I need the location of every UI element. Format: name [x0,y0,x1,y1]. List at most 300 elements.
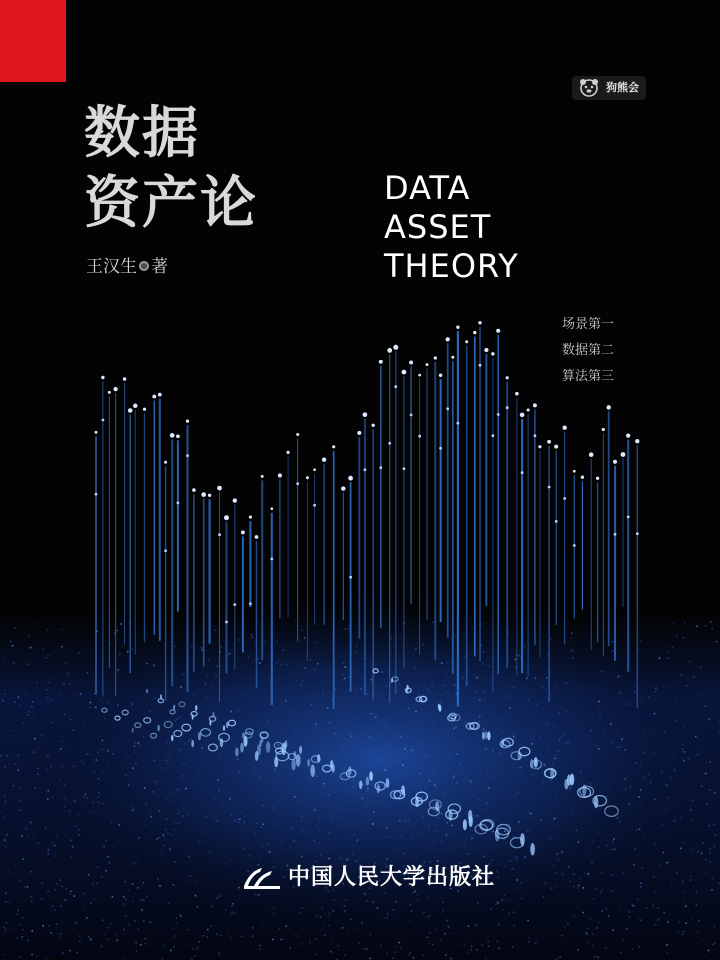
floor-digit [520,833,525,845]
floor-speckle [415,711,417,713]
floor-digit [406,685,408,691]
floor-speckle [140,944,142,946]
floor-speckle [253,767,255,769]
floor-speckle [709,718,711,720]
floor-speckle [206,816,208,818]
floor-speckle [220,935,222,937]
floor-speckle [427,916,429,918]
floor-speckle [79,940,81,942]
floor-speckle [422,797,424,799]
floor-speckle [105,870,107,872]
bear-icon [574,78,604,98]
floor-speckle [50,932,52,934]
floor-speckle [322,907,324,909]
floor-speckle [571,632,573,634]
floor-speckle [47,891,49,893]
floor-speckle [55,889,57,891]
floor-speckle [711,889,713,891]
floor-speckle [697,754,699,756]
floor-speckle [598,846,600,848]
floor-speckle [646,907,648,909]
floor-speckle [42,649,44,651]
floor-speckle [162,958,164,960]
data-line-head [224,515,229,520]
data-line-node [457,422,460,425]
data-line-node [296,482,299,485]
floor-speckle [8,901,10,903]
floor-speckle [117,705,119,707]
floor-speckle [21,835,23,837]
floor-speckle [701,785,703,787]
floor-speckle [634,848,636,850]
floor-speckle [483,651,485,653]
floor-speckle [108,750,110,752]
floor-speckle [173,829,175,831]
floor-speckle [684,622,686,624]
floor-speckle [662,824,664,826]
data-line-head [456,325,459,328]
floor-speckle [556,886,558,888]
floor-speckle [479,700,481,702]
floor-speckle [463,943,465,945]
floor-speckle [176,917,178,919]
floor-speckle [77,814,79,816]
floor-speckle [393,645,395,647]
floor-speckle [18,755,20,757]
floor-speckle [231,815,233,817]
floor-speckle [344,788,346,790]
data-line-head [547,440,551,444]
floor-digit [160,694,162,699]
floor-speckle [376,763,378,765]
floor-speckle [513,911,515,913]
data-line-head [426,363,429,366]
floor-speckle [454,636,456,638]
floor-speckle [527,920,529,922]
floor-speckle [36,956,38,958]
floor-speckle [218,790,220,792]
floor-speckle [586,850,588,852]
floor-speckle [188,856,190,858]
floor-speckle [110,923,112,925]
floor-speckle [544,765,546,767]
floor-speckle [138,742,140,744]
floor-speckle [364,772,366,774]
floor-speckle [19,800,21,802]
floor-speckle [17,937,19,939]
floor-speckle [221,647,223,649]
floor-speckle [315,724,317,726]
floor-speckle [548,746,550,748]
floor-speckle [389,804,391,806]
floor-speckle [622,873,624,875]
floor-speckle [98,792,100,794]
floor-speckle [682,902,684,904]
floor-speckle [394,708,396,710]
floor-speckle [422,644,424,646]
floor-speckle [198,941,200,943]
floor-speckle [626,928,628,930]
floor-speckle [177,789,179,791]
floor-speckle [132,809,134,811]
floor-speckle [192,948,194,950]
floor-speckle [138,929,140,931]
floor-speckle [492,750,494,752]
floor-speckle [612,742,614,744]
data-line-head [128,408,133,413]
floor-speckle [386,776,388,778]
floor-speckle [333,910,335,912]
floor-speckle [331,940,333,942]
floor-speckle [135,942,137,944]
floor-speckle [56,927,58,929]
floor-speckle [691,820,693,822]
floor-speckle [36,813,38,815]
floor-speckle [671,951,673,953]
floor-speckle [638,796,640,798]
floor-speckle [428,784,430,786]
floor-speckle [253,771,255,773]
floor-speckle [206,936,208,938]
floor-speckle [361,922,363,924]
floor-speckle [83,762,85,764]
floor-speckle [345,899,347,901]
data-line-head [613,460,617,464]
floor-speckle [170,950,172,952]
floor-speckle [572,657,574,659]
floor-speckle [530,736,532,738]
floor-speckle [370,753,372,755]
floor-speckle [55,678,57,680]
floor-speckle [387,858,389,860]
floor-speckle [267,843,269,845]
floor-speckle [259,858,261,860]
floor-speckle [615,748,617,750]
floor-speckle [27,886,29,888]
floor-speckle [515,659,517,661]
floor-speckle [508,824,510,826]
floor-speckle [239,711,241,713]
floor-speckle [119,653,121,655]
data-line-node [218,533,221,536]
floor-speckle [464,721,466,723]
floor-speckle [418,694,420,696]
floor-speckle [663,852,665,854]
floor-speckle [628,803,630,805]
floor-speckle [481,944,483,946]
floor-speckle [174,935,176,937]
floor-speckle [356,652,358,654]
floor-speckle [384,917,386,919]
floor-speckle [139,744,141,746]
floor-speckle [363,948,365,950]
floor-speckle [47,798,49,800]
floor-speckle [188,759,190,761]
floor-speckle [710,761,712,763]
floor-speckle [69,893,71,895]
floor-speckle [530,813,532,815]
floor-speckle [96,759,98,761]
floor-speckle [473,664,475,666]
floor-speckle [21,936,23,938]
floor-speckle [592,841,594,843]
floor-speckle [654,799,656,801]
floor-speckle [479,721,481,723]
floor-speckle [714,942,716,944]
floor-speckle [684,751,686,753]
floor-speckle [199,842,201,844]
floor-speckle [252,636,254,638]
floor-speckle [135,742,137,744]
floor-speckle [290,710,292,712]
floor-speckle [74,801,76,803]
floor-speckle [424,787,426,789]
floor-speckle [710,849,712,851]
data-line-node [497,413,500,416]
floor-speckle [99,735,101,737]
floor-speckle [220,895,222,897]
data-line-node [492,434,495,437]
floor-speckle [232,912,234,914]
data-line-head [186,419,189,422]
floor-speckle [546,758,548,760]
floor-speckle [70,856,72,858]
floor-speckle [107,856,109,858]
floor-speckle [408,764,410,766]
floor-speckle [52,906,54,908]
floor-digit [401,785,405,795]
floor-speckle [13,785,15,787]
data-line-node [249,602,252,605]
data-line-head [621,452,626,457]
floor-speckle [712,944,714,946]
data-line-node [313,504,316,507]
floor-speckle [437,860,439,862]
floor-speckle [373,901,375,903]
floor-speckle [358,717,360,719]
floor-speckle [474,815,476,817]
floor-speckle [706,821,708,823]
floor-digit [330,760,333,769]
floor-speckle [172,928,174,930]
floor-speckle [305,766,307,768]
floor-speckle [167,833,169,835]
floor-speckle [327,707,329,709]
floor-speckle [709,789,711,791]
floor-speckle [411,910,413,912]
floor-speckle [441,813,443,815]
data-line-head [233,498,237,502]
floor-speckle [31,871,33,873]
floor-speckle [520,657,522,659]
floor-speckle [73,729,75,731]
data-line-head [158,393,162,397]
floor-speckle [679,921,681,923]
floor-speckle [566,711,568,713]
floor-speckle [441,662,443,664]
floor-speckle [524,856,526,858]
floor-speckle [681,757,683,759]
floor-speckle [682,748,684,750]
floor-speckle [592,933,594,935]
floor-speckle [426,755,428,757]
floor-speckle [620,952,622,954]
floor-speckle [475,691,477,693]
floor-speckle [667,920,669,922]
floor-speckle [393,909,395,911]
floor-speckle [67,672,69,674]
floor-speckle [127,651,129,653]
floor-speckle [604,733,606,735]
floor-speckle [564,927,566,929]
floor-speckle [563,682,565,684]
floor-speckle [107,701,109,703]
floor-speckle [149,711,151,713]
floor-speckle [251,634,253,636]
floor-speckle [349,732,351,734]
floor-speckle [190,738,192,740]
floor-speckle [122,903,124,905]
floor-speckle [695,770,697,772]
floor-speckle [536,703,538,705]
floor-digit [377,784,380,793]
data-line-node [186,454,189,457]
floor-digit [299,746,302,754]
floor-speckle [709,825,711,827]
floor-speckle [87,672,89,674]
floor-speckle [540,737,542,739]
floor-speckle [352,748,354,750]
floor-speckle [295,729,297,731]
floor-speckle [429,862,431,864]
floor-speckle [634,803,636,805]
data-line-head [515,392,519,396]
floor-speckle [30,822,32,824]
data-line-head [192,488,196,492]
floor-speckle [700,745,702,747]
floor-speckle [690,809,692,811]
floor-speckle [272,939,274,941]
floor-speckle [454,774,456,776]
floor-speckle [530,720,532,722]
floor-speckle [351,809,353,811]
floor-speckle [94,771,96,773]
floor-speckle [615,733,617,735]
floor-speckle [338,797,340,799]
floor-speckle [291,827,293,829]
data-line-head [491,352,494,355]
floor-speckle [308,747,310,749]
floor-speckle [46,657,48,659]
floor-speckle [593,898,595,900]
floor-speckle [159,885,161,887]
floor-speckle [256,822,258,824]
floor-speckle [175,822,177,824]
floor-speckle [48,925,50,927]
floor-speckle [683,760,685,762]
floor-speckle [399,637,401,639]
floor-speckle [48,790,50,792]
floor-speckle [628,703,630,705]
floor-speckle [342,745,344,747]
floor-speckle [163,845,165,847]
floor-speckle [184,743,186,745]
floor-speckle [245,805,247,807]
floor-speckle [255,894,257,896]
floor-speckle [549,838,551,840]
floor-speckle [181,916,183,918]
floor-speckle [252,935,254,937]
floor-speckle [65,899,67,901]
floor-speckle [112,845,114,847]
floor-speckle [439,778,441,780]
floor-speckle [88,936,90,938]
floor-speckle [247,781,249,783]
floor-speckle [41,735,43,737]
floor-speckle [629,916,631,918]
floor-speckle [121,645,123,647]
floor-speckle [657,907,659,909]
floor-speckle [441,841,443,843]
floor-speckle [3,954,5,956]
floor-speckle [106,840,108,842]
floor-speckle [33,751,35,753]
floor-speckle [385,719,387,721]
floor-speckle [173,884,175,886]
floor-speckle [34,787,36,789]
floor-speckle [476,949,478,951]
floor-speckle [294,840,296,842]
floor-speckle [569,787,571,789]
data-line-head [176,434,180,438]
floor-speckle [239,771,241,773]
floor-speckle [449,927,451,929]
floor-speckle [609,791,611,793]
floor-speckle [329,913,331,915]
floor-speckle [648,774,650,776]
floor-speckle [66,888,68,890]
floor-speckle [170,792,172,794]
floor-speckle [116,630,118,632]
floor-speckle [391,638,393,640]
floor-speckle [692,849,694,851]
floor-speckle [498,948,500,950]
floor-speckle [211,906,213,908]
floor-speckle [316,825,318,827]
data-line-head [123,377,127,381]
floor-speckle [709,852,711,854]
floor-speckle [60,905,62,907]
data-line-head [520,413,525,418]
floor-speckle [257,658,259,660]
floor-speckle [513,836,515,838]
floor-speckle [440,702,442,704]
floor-speckle [366,791,368,793]
floor-speckle [375,716,377,718]
floor-speckle [17,910,19,912]
floor-digit [220,738,223,747]
floor-speckle [143,920,145,922]
floor-speckle [352,787,354,789]
floor-speckle [653,876,655,878]
floor-speckle [455,726,457,728]
floor-speckle [612,841,614,843]
floor-speckle [60,879,62,881]
floor-speckle [554,818,556,820]
floor-speckle [22,917,24,919]
floor-speckle [207,929,209,931]
floor-speckle [314,669,316,671]
